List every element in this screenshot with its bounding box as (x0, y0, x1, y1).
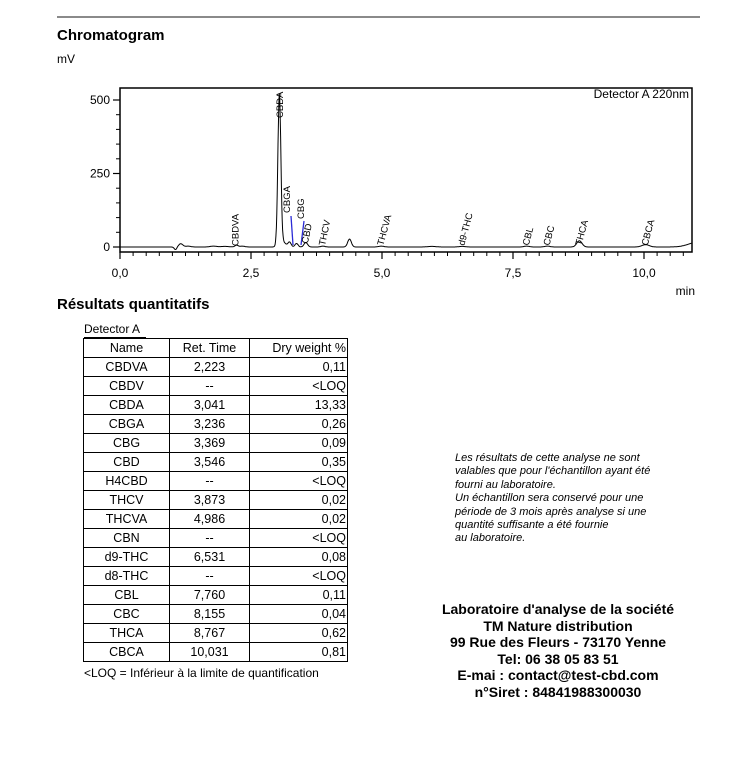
dry-weight-cell: <LOQ (250, 377, 348, 396)
dry-weight-cell: 0,81 (250, 643, 348, 662)
dry-weight-cell: 0,62 (250, 624, 348, 643)
results-title: Résultats quantitatifs (57, 296, 210, 313)
disclaimer-text (455, 452, 715, 546)
peak-label: CBDVA (230, 213, 242, 246)
dry-weight-cell: <LOQ (250, 567, 348, 586)
table-row (84, 567, 348, 586)
compound-name-cell: CBDV (84, 377, 170, 396)
compound-name-cell: CBD (84, 453, 170, 472)
compound-name-cell: CBG (84, 434, 170, 453)
ret-time-cell: 8,767 (170, 624, 250, 643)
dry-weight-cell: 0,35 (250, 453, 348, 472)
table-row (84, 434, 348, 453)
y-tick-label: 250 (89, 166, 110, 181)
compound-name-cell: THCA (84, 624, 170, 643)
table-row (84, 396, 348, 415)
compound-name-cell: CBN (84, 529, 170, 548)
disclaimer-line: Un échantillon sera conservé pour une (455, 492, 644, 505)
x-tick-label: 7,5 (504, 266, 522, 280)
disclaimer-line: quantité suffisante a été fournie (455, 519, 609, 532)
lab-address (408, 601, 708, 701)
lab-address-line: n°Siret : 84841988300030 (474, 683, 642, 700)
ret-time-cell: 7,760 (170, 586, 250, 605)
column-header: Ret. Time (170, 339, 250, 358)
disclaimer-line: valables que pour l'échantillon ayant été (455, 465, 651, 478)
x-axis-unit-label: min (675, 284, 695, 298)
dry-weight-cell: <LOQ (250, 472, 348, 491)
ret-time-cell: -- (170, 567, 250, 586)
ret-time-cell: 3,546 (170, 453, 250, 472)
compound-name-cell: THCVA (84, 510, 170, 529)
dry-weight-cell: 0,11 (250, 358, 348, 377)
disclaimer-line: fourni au laboratoire. (455, 478, 556, 491)
disclaimer-line: au laboratoire. (455, 532, 526, 545)
peak-label: THCV (317, 219, 334, 247)
peak-label: CBGA (282, 186, 293, 213)
dry-weight-cell: 0,02 (250, 491, 348, 510)
peak-label: CBL (520, 226, 537, 247)
ret-time-cell: 3,369 (170, 434, 250, 453)
compound-name-cell: CBC (84, 605, 170, 624)
peak-leader-line (291, 216, 293, 245)
dry-weight-cell: 0,04 (250, 605, 348, 624)
peak-label: CBC (541, 224, 558, 247)
compound-name-cell: CBL (84, 586, 170, 605)
table-row (84, 510, 348, 529)
table-row (84, 415, 348, 434)
dry-weight-cell: 0,09 (250, 434, 348, 453)
ret-time-cell: 6,531 (170, 548, 250, 567)
ret-time-cell: 10,031 (170, 643, 250, 662)
dry-weight-cell: 0,11 (250, 586, 348, 605)
ret-time-cell: 3,873 (170, 491, 250, 510)
table-caption: Detector A (84, 322, 146, 338)
lab-address-line: TM Nature distribution (483, 617, 633, 634)
dry-weight-cell: 0,26 (250, 415, 348, 434)
table-row (84, 643, 348, 662)
table-row (84, 548, 348, 567)
compound-name-cell: H4CBD (84, 472, 170, 491)
loq-note: <LOQ = Inférieur à la limite de quantification (84, 666, 319, 680)
lab-address-line: Tel: 06 38 05 83 51 (497, 650, 619, 667)
x-tick-label: 0,0 (111, 266, 129, 280)
y-tick-label: 500 (89, 93, 110, 107)
lab-address-line: 99 Rue des Fleurs - 73170 Yenne (449, 634, 667, 651)
peak-label: THCVA (375, 213, 395, 247)
table-row (84, 605, 348, 624)
table-row (84, 472, 348, 491)
results-table (83, 338, 348, 662)
column-header: Dry weight % (250, 339, 348, 358)
compound-name-cell: CBDA (84, 396, 170, 415)
x-tick-label: 2,5 (242, 266, 260, 280)
page-title: Chromatogram (57, 27, 165, 44)
disclaimer-line: période de 3 mois après analyse si une (455, 505, 647, 518)
compound-name-cell: CBCA (84, 643, 170, 662)
peak-label: CBG (296, 198, 307, 219)
ret-time-cell: 4,986 (170, 510, 250, 529)
dry-weight-cell: <LOQ (250, 529, 348, 548)
chromatogram-svg (0, 0, 752, 310)
dry-weight-cell: 0,08 (250, 548, 348, 567)
ret-time-cell: -- (170, 529, 250, 548)
peak-label: d9-THC (456, 211, 476, 247)
y-axis-unit-label: mV (57, 52, 75, 66)
detector-annotation: Detector A 220nm (593, 87, 689, 101)
disclaimer-line: Les résultats de cette analyse ne sont (455, 452, 640, 464)
column-header: Name (84, 339, 170, 358)
compound-name-cell: CBGA (84, 415, 170, 434)
plot-frame (120, 88, 692, 252)
table-header-row (84, 339, 348, 358)
compound-name-cell: d9-THC (84, 548, 170, 567)
ret-time-cell: -- (170, 377, 250, 396)
table-row (84, 624, 348, 643)
lab-address-line: Laboratoire d'analyse de la société (441, 601, 675, 617)
table-row (84, 529, 348, 548)
lab-address-line: E-mai : contact@test-cbd.com (457, 667, 659, 684)
table-row (84, 377, 348, 396)
dry-weight-cell: 13,33 (250, 396, 348, 415)
x-tick-label: 5,0 (373, 266, 391, 280)
x-tick-label: 10,0 (632, 266, 656, 280)
compound-name-cell: CBDVA (84, 358, 170, 377)
chromatogram-curve (120, 94, 692, 250)
table-row (84, 586, 348, 605)
compound-name-cell: THCV (84, 491, 170, 510)
ret-time-cell: 3,041 (170, 396, 250, 415)
ret-time-cell: -- (170, 472, 250, 491)
ret-time-cell: 2,223 (170, 358, 250, 377)
table-row (84, 491, 348, 510)
compound-name-cell: d8-THC (84, 567, 170, 586)
peak-label: THCA (573, 218, 591, 247)
peak-label: CBD (299, 222, 315, 245)
y-tick-label: 0 (103, 240, 110, 254)
peak-label: CBCA (639, 218, 658, 247)
table-row (84, 358, 348, 377)
table-row (84, 453, 348, 472)
ret-time-cell: 3,236 (170, 415, 250, 434)
dry-weight-cell: 0,02 (250, 510, 348, 529)
ret-time-cell: 8,155 (170, 605, 250, 624)
peak-label: CBDA (275, 91, 286, 118)
